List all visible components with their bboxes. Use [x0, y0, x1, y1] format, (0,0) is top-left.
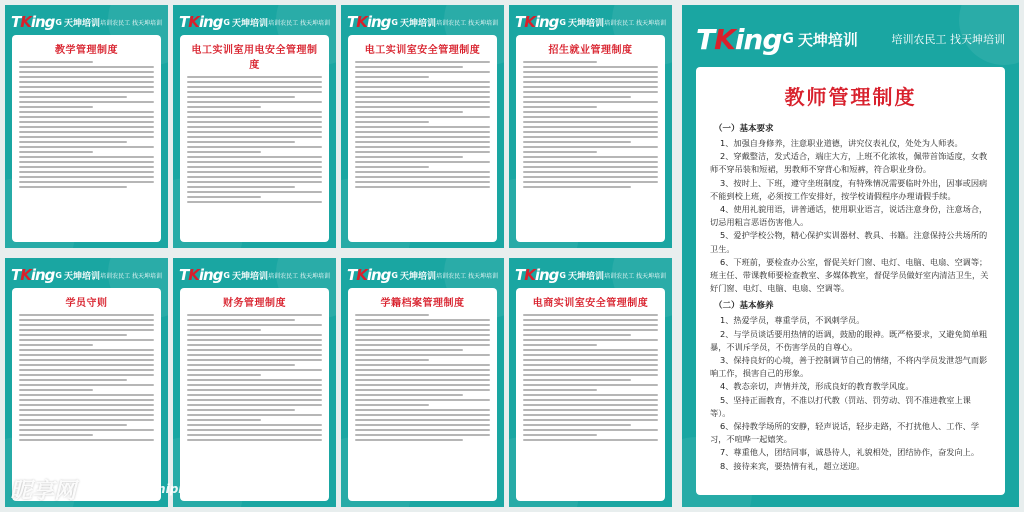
poster-panel-6 [173, 258, 336, 507]
text-line [187, 379, 322, 381]
poster-title: 财务管理制度 [223, 298, 286, 309]
brand-slogan: 培训农民工 找天坤培训 [604, 19, 666, 27]
text-line [523, 429, 658, 431]
text-line [355, 141, 490, 143]
poster-card [516, 35, 665, 242]
poster-body-text [187, 76, 322, 203]
poster-card-main [696, 67, 1005, 495]
section-heading-basic-cultivation: （二）基本修养 [714, 301, 774, 312]
text-line [187, 369, 322, 371]
text-line [19, 394, 154, 396]
brand-slogan: 培训农民工 找天坤培训 [891, 33, 1005, 46]
text-line [355, 379, 490, 381]
text-line [355, 86, 490, 88]
text-line [187, 319, 295, 321]
text-line [355, 166, 429, 168]
text-line [355, 404, 429, 406]
text-line [187, 404, 322, 406]
brand-logo: TKing G 天坤培训 [515, 13, 605, 31]
text-line [523, 359, 658, 361]
text-line [355, 61, 490, 63]
text-line [187, 96, 295, 98]
text-line [523, 424, 631, 426]
text-line [187, 191, 322, 193]
text-line [355, 354, 490, 356]
text-line [19, 146, 154, 148]
text-line [187, 126, 322, 128]
rule-item: 2、与学员谈话要用热情的语调，鼓励的眼神。既严格要求，又避免简单粗暴，不训斥学员，不伤害学员的自尊心。 [710, 328, 988, 352]
text-line [187, 409, 295, 411]
text-line [187, 111, 322, 113]
rule-item: 1、热爱学员，尊重学员，不讽刺学员。 [720, 315, 865, 326]
text-line [355, 101, 490, 103]
text-line [523, 384, 658, 386]
text-line [355, 146, 490, 148]
text-line [355, 384, 490, 386]
text-line [523, 176, 658, 178]
text-line [523, 186, 631, 188]
text-line [523, 439, 658, 441]
text-line [523, 379, 631, 381]
poster-panel-7 [341, 258, 504, 507]
text-line [523, 61, 597, 63]
text-line [355, 106, 490, 108]
text-line [187, 171, 322, 173]
brand-logo: TKing G 天坤培训 [179, 13, 269, 31]
text-line [523, 369, 658, 371]
text-line [355, 161, 490, 163]
text-line [19, 429, 154, 431]
poster-card [516, 288, 665, 501]
text-line [355, 414, 490, 416]
text-line [19, 339, 154, 341]
text-line [19, 314, 154, 316]
text-line [187, 334, 322, 336]
text-line [187, 141, 295, 143]
rule-item: 3、按时上、下班，遵守坐班制度，有特殊情况需要临时外出，因事或因病不能到校上班，必须按工作安排好，按学校请假程序办理请假手续。 [710, 177, 988, 201]
text-line [355, 76, 429, 78]
text-line [355, 136, 490, 138]
text-line [523, 339, 658, 341]
text-line [187, 314, 322, 316]
text-line [523, 151, 597, 153]
text-line [19, 409, 154, 411]
section-heading-basic-requirements: （一）基本要求 [714, 124, 774, 134]
text-line [523, 66, 658, 68]
text-line [19, 439, 154, 441]
text-line [187, 414, 322, 416]
text-line [355, 399, 490, 401]
text-line [19, 111, 154, 113]
text-line [355, 369, 490, 371]
basic-cultivation-list [710, 314, 991, 472]
text-line [355, 151, 490, 153]
text-line [523, 349, 658, 351]
poster-card [180, 288, 329, 501]
text-line [19, 344, 93, 346]
text-line [19, 91, 154, 93]
text-line [19, 101, 154, 103]
poster-title: 学籍档案管理制度 [380, 298, 465, 309]
panel-header [347, 11, 498, 33]
text-line [523, 126, 658, 128]
text-line [523, 136, 658, 138]
text-line [187, 186, 295, 188]
text-line [355, 374, 490, 376]
text-line [19, 399, 154, 401]
text-line [19, 161, 154, 163]
text-line [187, 136, 322, 138]
text-line [355, 131, 490, 133]
brand-slogan: 培训农民工 找天坤培训 [268, 19, 330, 27]
text-line [19, 324, 154, 326]
text-line [187, 81, 322, 83]
text-line [19, 96, 127, 98]
text-line [187, 344, 322, 346]
text-line [19, 329, 154, 331]
poster-panel-1 [5, 5, 168, 248]
text-line [523, 324, 658, 326]
text-line [19, 76, 154, 78]
text-line [187, 384, 322, 386]
text-line [355, 319, 490, 321]
text-line [355, 409, 490, 411]
panel-header [179, 264, 330, 286]
text-line [187, 374, 261, 376]
text-line [187, 389, 322, 391]
panel-header [11, 264, 162, 286]
poster-card [12, 35, 161, 242]
text-line [523, 399, 658, 401]
text-line [523, 121, 658, 123]
text-line [19, 116, 154, 118]
text-line [523, 329, 658, 331]
text-line [523, 354, 658, 356]
poster-card [348, 35, 497, 242]
text-line [19, 171, 154, 173]
text-line [523, 71, 658, 73]
brand-slogan: 培训农民工 找天坤培训 [604, 272, 666, 280]
text-line [19, 176, 154, 178]
text-line [523, 116, 658, 118]
text-line [187, 359, 322, 361]
text-line [187, 76, 322, 78]
text-line [355, 116, 490, 118]
brand-slogan: 培训农民工 找天坤培训 [436, 19, 498, 27]
brand-slogan: 培训农民工 找天坤培训 [100, 19, 162, 27]
text-line [19, 61, 93, 63]
text-line [355, 339, 490, 341]
poster-body-text [19, 314, 154, 441]
poster-panel-main [682, 5, 1019, 507]
text-line [355, 121, 429, 123]
text-line [19, 414, 154, 416]
text-line [187, 354, 322, 356]
text-line [19, 126, 154, 128]
text-line [187, 349, 322, 351]
text-line [523, 86, 658, 88]
text-line [187, 434, 322, 436]
poster-title: 学员守则 [65, 298, 108, 309]
rule-item: 7、尊重他人，团结同事，诚恳待人，礼貌相处，团结协作，奋发向上。 [720, 447, 980, 458]
text-line [523, 161, 658, 163]
text-line [355, 389, 490, 391]
text-line [19, 434, 93, 436]
text-line [355, 81, 490, 83]
poster-card [12, 288, 161, 501]
text-line [355, 359, 429, 361]
text-line [19, 106, 93, 108]
poster-card [180, 35, 329, 242]
text-line [523, 101, 658, 103]
text-line [19, 186, 127, 188]
text-line [19, 81, 154, 83]
rule-item: 4、教态亲切，声情并茂，形成良好的教育教学风度。 [720, 381, 914, 392]
text-line [187, 339, 322, 341]
text-line [187, 201, 322, 203]
text-line [523, 334, 631, 336]
text-line [523, 314, 658, 316]
panel-header [11, 11, 162, 33]
text-line [523, 156, 658, 158]
text-line [355, 176, 490, 178]
text-line [187, 399, 322, 401]
text-line [19, 419, 154, 421]
text-line [355, 96, 490, 98]
text-line [19, 369, 154, 371]
panel-header [515, 264, 666, 286]
text-line [19, 151, 93, 153]
text-line [19, 374, 154, 376]
text-line [355, 156, 463, 158]
text-line [19, 384, 154, 386]
text-line [523, 389, 597, 391]
text-line [187, 439, 322, 441]
poster-body-text [355, 61, 490, 188]
text-line [355, 439, 463, 441]
brand-slogan: 培训农民工 找天坤培训 [100, 272, 162, 280]
text-line [523, 131, 658, 133]
text-line [355, 126, 490, 128]
text-line [19, 181, 154, 183]
brand-logo: TKing G 天坤培训 [347, 13, 437, 31]
text-line [355, 91, 490, 93]
rule-item: 5、坚持正面教育，不准以打代教（罚站、罚劳动、罚不准进教室上课等）。 [710, 394, 971, 418]
panel-header [696, 19, 1005, 59]
text-line [187, 161, 322, 163]
text-line [523, 81, 658, 83]
text-line [187, 106, 261, 108]
text-line [19, 424, 127, 426]
text-line [523, 409, 658, 411]
poster-title: 电工实训室用电安全管理制度 [191, 45, 318, 71]
basic-requirements-list [710, 137, 991, 295]
watermark-site: 昵享网 [10, 479, 77, 504]
brand-slogan: 培训农民工 找天坤培训 [268, 272, 330, 280]
text-line [19, 354, 154, 356]
poster-panel-2 [173, 5, 336, 248]
text-line [187, 131, 322, 133]
text-line [523, 414, 658, 416]
poster-title: 电商实训室安全管理制度 [532, 298, 649, 309]
text-line [19, 334, 127, 336]
text-line [523, 146, 658, 148]
text-line [19, 86, 154, 88]
text-line [355, 424, 490, 426]
brand-logo: TKing G 天坤培训 [179, 266, 269, 284]
text-line [187, 116, 322, 118]
poster-panel-3 [341, 5, 504, 248]
text-line [523, 91, 658, 93]
text-line [523, 364, 658, 366]
text-line [355, 334, 490, 336]
text-line [355, 181, 490, 183]
poster-title: 电工实训室安全管理制度 [364, 45, 481, 56]
brand-logo: TKing G 天坤培训 [347, 266, 437, 284]
text-line [187, 121, 322, 123]
text-line [187, 91, 322, 93]
text-line [523, 166, 658, 168]
text-line [355, 429, 490, 431]
text-line [523, 404, 658, 406]
watermark-id: ID:26570506 NO:20231127102343553124 [725, 478, 984, 491]
text-line [19, 156, 154, 158]
text-line [19, 364, 154, 366]
rule-item: 6、保持教学场所的安静，轻声说话，轻步走路，不打扰他人、工作、学习，不喧哗一起嬉笑。 [710, 421, 980, 445]
rule-item: 2、穿戴整洁，发式适合，端庄大方，上班不化浓妆，佩带首饰适度，女教师不穿吊装和短裙，男教师不穿背心和短裤，符合职业身份。 [710, 151, 988, 175]
text-line [355, 171, 490, 173]
poster-body-text [523, 314, 658, 441]
text-line [355, 66, 463, 68]
poster-panel-8 [509, 258, 672, 507]
poster-body-text [355, 314, 490, 441]
text-line [523, 419, 658, 421]
text-line [19, 131, 154, 133]
text-line [19, 136, 154, 138]
text-line [19, 166, 154, 168]
text-line [187, 166, 322, 168]
text-line [355, 434, 490, 436]
text-line [187, 176, 322, 178]
text-line [355, 186, 490, 188]
text-line [187, 151, 261, 153]
text-line [187, 419, 261, 421]
rule-item: 3、保持良好的心境，善于控制调节自己的情绪，不将内学员发泄怨气而影响工作，损害自己的形象。 [710, 355, 988, 379]
text-line [523, 171, 658, 173]
text-line [523, 76, 658, 78]
panel-header [347, 264, 498, 286]
text-line [187, 324, 322, 326]
text-line [19, 319, 154, 321]
rule-item: 5、爱护学校公物，精心保护实训器材、教具、书籍。注意保持公共场所的卫生。 [710, 230, 988, 254]
text-line [523, 96, 631, 98]
text-line [19, 389, 93, 391]
text-line [523, 111, 658, 113]
text-line [19, 121, 154, 123]
text-line [523, 374, 658, 376]
text-line [187, 101, 322, 103]
text-line [19, 71, 154, 73]
text-line [187, 424, 322, 426]
text-line [19, 141, 127, 143]
text-line [355, 349, 463, 351]
brand-logo: TKing G 天坤培训 [515, 266, 605, 284]
text-line [19, 404, 154, 406]
text-line [19, 379, 127, 381]
text-line [187, 196, 261, 198]
text-line [187, 86, 322, 88]
text-line [187, 146, 322, 148]
text-line [523, 141, 631, 143]
text-line [355, 329, 490, 331]
poster-panel-5 [5, 258, 168, 507]
panel-header [515, 11, 666, 33]
rule-item: 6、下班前，要检查办公室，督促关好门窗、电灯、电脑、电扇、空调等；班主任、带课教师要检查教室、多媒体教室，督促学员做好室内清洁卫生，关好门窗、电灯、电脑、电扇、空调等。 [710, 256, 989, 294]
text-line [187, 364, 295, 366]
main-poster-title: 教师管理制度 [784, 85, 917, 109]
poster-body-text [187, 314, 322, 441]
text-line [19, 349, 154, 351]
text-line [523, 434, 597, 436]
watermark-url: www.nipic.cn [120, 482, 210, 496]
text-line [355, 419, 490, 421]
text-line [355, 364, 490, 366]
brand-logo: TKing G 天坤培训 [696, 22, 858, 56]
text-line [187, 156, 322, 158]
rule-item: 1、加强自身修养，注意职业道德，讲究仪表礼仪，处处为人师表。 [720, 138, 963, 148]
rule-item: 4、使用礼貌用语，讲普通话，使用职业语言，说话注意身份，注意场合，切忌用粗言恶语伤害他人。 [710, 204, 988, 228]
text-line [19, 359, 154, 361]
brand-logo: TKing G 天坤培训 [11, 13, 101, 31]
rule-item: 8、接待来宾，要热情有礼，超立送迎。 [720, 460, 865, 471]
text-line [523, 394, 658, 396]
text-line [523, 181, 658, 183]
text-line [355, 324, 490, 326]
poster-card [348, 288, 497, 501]
panel-header [179, 11, 330, 33]
poster-body-text [523, 61, 658, 188]
text-line [187, 394, 322, 396]
poster-panel-4 [509, 5, 672, 248]
poster-body-text [19, 61, 154, 188]
text-line [187, 329, 261, 331]
brand-logo: TKing G 天坤培训 [11, 266, 101, 284]
text-line [19, 66, 154, 68]
text-line [355, 344, 490, 346]
text-line [355, 111, 463, 113]
text-line [355, 394, 463, 396]
brand-slogan: 培训农民工 找天坤培训 [436, 272, 498, 280]
text-line [355, 71, 490, 73]
text-line [523, 319, 658, 321]
text-line [187, 429, 322, 431]
text-line [523, 344, 597, 346]
text-line [523, 106, 597, 108]
poster-title: 教学管理制度 [55, 45, 118, 56]
text-line [355, 314, 429, 316]
poster-title: 招生就业管理制度 [548, 45, 633, 56]
text-line [187, 181, 322, 183]
